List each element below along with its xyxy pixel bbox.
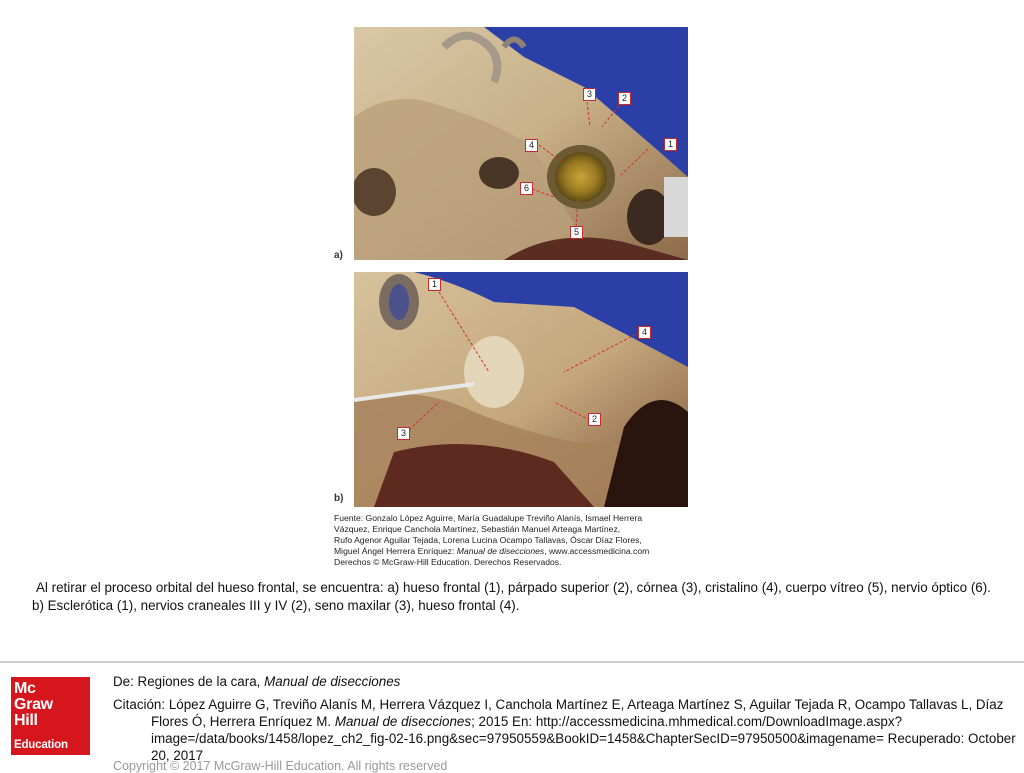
reference-from-prefix: De: Regiones de la cara,	[113, 674, 265, 689]
dissection-photo-a	[354, 27, 688, 260]
callout-b-1: 1	[428, 278, 441, 291]
source-authors-end: Miguel Ángel Herrera Enríquez:	[334, 546, 457, 556]
citation-book-title: Manual de disecciones	[334, 714, 472, 729]
callout-b-3: 3	[397, 427, 410, 440]
figure-source-note	[334, 513, 690, 568]
footer-divider	[0, 661, 1024, 663]
source-line	[334, 546, 690, 557]
logo-word: Graw	[14, 696, 53, 713]
source-book-title: Manual de disecciones	[456, 546, 545, 556]
callout-a-6: 6	[520, 182, 533, 195]
callout-a-1: 1	[664, 138, 677, 151]
panel-label-b: b)	[334, 493, 344, 504]
citation-details: ; 2015 En: http://accessmedicina.mhmedical.com/DownloadImage.aspx?image=/data/books/1458/lopez_ch2_fig-02-16.png&sec=97950559&BookID=1458&ChapterSecID=97950500&imagename= Recuperado: October 20, 2017	[151, 714, 1016, 763]
source-line: Rufo Agenor Aguilar Tejada, Lorena Lucina Ocampo Tallavas, Óscar Díaz Flores,	[334, 535, 642, 545]
source-rights: Derechos © McGraw-Hill Education. Derechos Reservados.	[334, 557, 562, 567]
citation-authors: Citación: López Aguirre G, Treviño Alanís M, Herrera Vázquez I, Canchola Martínez E, Arteaga Martínez S, Aguilar Tejada R, Ocampo Tallavas L, Díaz Flores Ó, Herrera Enríquez M	[113, 697, 1004, 729]
logo-word: Education	[14, 739, 68, 751]
callout-a-3: 3	[583, 88, 596, 101]
reference-citation: Citación: López Aguirre G, Treviño Alanís M, Herrera Vázquez I, Canchola Martínez E, Arteaga Martínez S, Aguilar Tejada R, Ocampo Tallavas L, Díaz Flores Ó, Herrera Enríquez M. Manual de disecciones; 2015 En: http://accessmedicina.mhmedical.com/DownloadImage.aspx?image=/data/books/1458/lopez_ch2_fig-02-16.png&sec=97950559&BookID=1458&ChapterSecID=97950500&imagename= Recuperado: October 20, 2017	[113, 697, 1016, 763]
callout-b-2: 2	[588, 413, 601, 426]
panel-label-a: a)	[334, 250, 343, 261]
source-line: Vázquez, Enrique Canchola Martínez, Sebastián Manuel Arteaga Martínez,	[334, 524, 621, 534]
callout-a-4: 4	[525, 139, 538, 152]
source-line: Fuente: Gonzalo López Aguirre, María Guadalupe Treviño Alanís, Ismael Herrera	[334, 513, 643, 523]
reference-block	[113, 673, 1018, 764]
mcgraw-hill-logo	[11, 677, 90, 755]
figure-caption: Al retirar el proceso orbital del hueso frontal, se encuentra: a) hueso frontal (1), párpado superior (2), córnea (3), cristalino (4), cuerpo vítreo (5), nervio óptico (6). b) Esclerótica (1), nervios craneales III y IV (2), seno maxilar (3), hueso frontal (4).	[32, 580, 991, 613]
callout-a-2: 2	[618, 92, 631, 105]
reference-book-title: Manual de disecciones	[264, 674, 401, 689]
dissection-figure	[330, 25, 692, 565]
callout-a-5: 5	[570, 226, 583, 239]
logo-word: Mc	[14, 680, 36, 697]
callout-b-4: 4	[638, 326, 651, 339]
logo-word: Hill	[14, 712, 38, 729]
dissection-photo-b	[354, 272, 688, 507]
source-url: , www.accessmedicina.com	[544, 546, 650, 556]
reference-from	[113, 673, 1018, 690]
copyright-notice: Copyright © 2017 McGraw-Hill Education. All rights reserved	[113, 759, 448, 773]
